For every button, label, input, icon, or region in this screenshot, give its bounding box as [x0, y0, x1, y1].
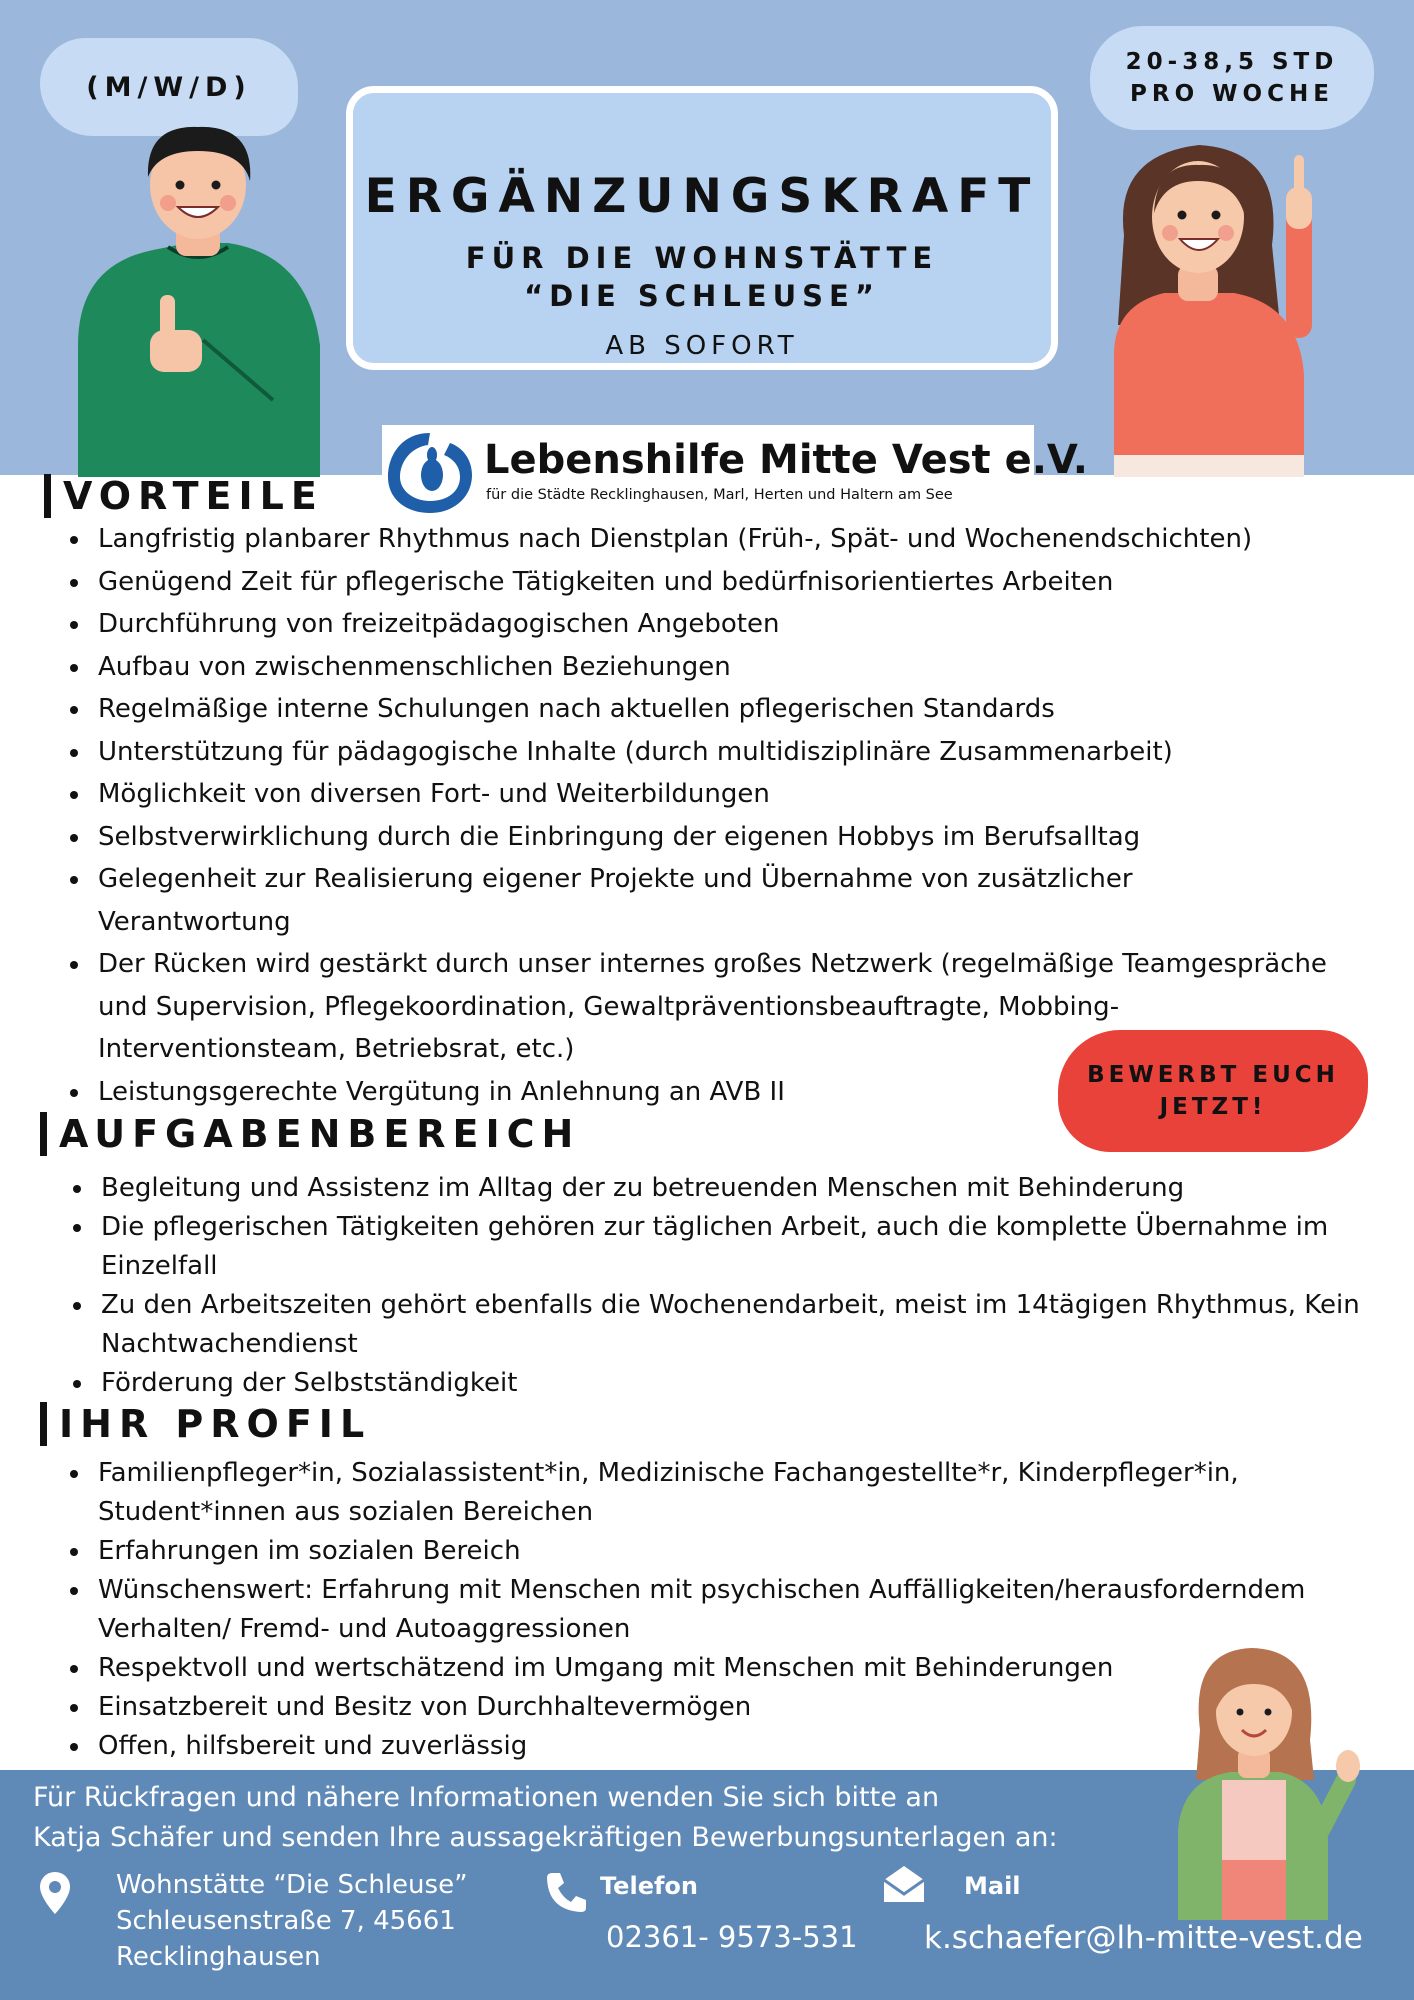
logo-name: Lebenshilfe Mitte Vest e.V.: [484, 437, 1088, 483]
list-item: • Erfahrungen im sozialen Bereich: [92, 1532, 1414, 1571]
job-start: AB SOFORT: [605, 331, 799, 361]
lebenshilfe-logo-icon: [382, 425, 478, 515]
phone-label: Telefon: [600, 1872, 698, 1900]
vorteile-list: [32, 518, 1392, 1113]
heading-bar: [40, 1402, 47, 1446]
address-line1: Wohnstätte “Die Schleuse”: [116, 1870, 468, 1900]
gender-tag: (M/W/D): [86, 71, 252, 103]
woman-waving-illustration: [1160, 1630, 1360, 1920]
list-item: • Förderung der Selbstständigkeit: [95, 1364, 1414, 1403]
list-item: • Gelegenheit zur Realisierung eigener Projekte und Übernahme von zusätzlicher Verantwortung: [92, 858, 1392, 943]
list-item: • Unterstützung für pädagogische Inhalte (durch multidisziplinäre Zusammenarbeit): [92, 731, 1392, 774]
list-item: • Begleitung und Assistenz im Alltag der zu betreuenden Menschen mit Behinderung: [95, 1169, 1414, 1208]
list-item: • Familienpfleger*in, Sozialassistent*in, Medizinische Fachangestellte*r, Kinderpfleger*in, Student*innen aus sozialen Bereichen: [92, 1454, 1414, 1532]
woman-pointing-illustration: [1094, 115, 1346, 477]
hours-line2: PRO WOCHE: [1130, 81, 1334, 107]
aufgaben-heading: [40, 1112, 580, 1156]
list-item: • Selbstverwirklichung durch die Einbringung der eigenen Hobbys im Berufsalltag: [92, 816, 1392, 859]
contact-intro: [33, 1778, 1058, 1858]
job-subtitle-line2: “DIE SCHLEUSE”: [524, 279, 880, 313]
address-line2: Schleusenstraße 7, 45661: [116, 1906, 456, 1936]
contact-intro-line1: Für Rückfragen und nähere Informationen wenden Sie sich bitte an: [33, 1782, 940, 1813]
contact-footer: [0, 1770, 1414, 2000]
vorteile-heading-text: VORTEILE: [63, 474, 324, 518]
organization-logo: [382, 425, 1088, 515]
list-item: • Offen, hilfsbereit und zuverlässig: [92, 1727, 1414, 1766]
list-item: • Leistungsgerechte Vergütung in Anlehnung an AVB II: [92, 1071, 1392, 1114]
heading-bar: [44, 474, 51, 518]
list-item: • Langfristig planbarer Rhythmus nach Dienstplan (Früh-, Spät- und Wochenendschichten): [92, 518, 1392, 561]
list-item: • Die pflegerischen Tätigkeiten gehören zur täglichen Arbeit, auch die komplette Übernahme im Einzelfall: [95, 1208, 1414, 1286]
list-item: • Aufbau von zwischenmenschlichen Beziehungen: [92, 646, 1392, 689]
phone-number[interactable]: 02361- 9573-531: [606, 1920, 858, 1954]
man-thumbs-up-illustration: [58, 115, 330, 477]
job-title: ERGÄNZUNGSKRAFT: [364, 169, 1040, 224]
heading-bar: [40, 1112, 47, 1156]
hours-line1: 20-38,5 STD: [1125, 49, 1339, 75]
list-item: • Einsatzbereit und Besitz von Durchhaltevermögen: [92, 1688, 1414, 1727]
hero-banner: [0, 0, 1414, 475]
mail-icon: [882, 1864, 926, 1904]
list-item: • Der Rücken wird gestärkt durch unser internes großes Netzwerk (regelmäßige Teamgespräche und Supervision, Pflegekoordination, Gewaltpräventionsbeauftragte, Mobbing-Interventionsteam, Betriebsrat, etc.): [92, 943, 1392, 1071]
location-pin-icon: [38, 1870, 72, 1916]
list-item: • Genügend Zeit für pflegerische Tätigkeiten und bedürfnisorientiertes Arbeiten: [92, 561, 1392, 604]
profil-heading-text: IHR PROFIL: [59, 1402, 372, 1446]
aufgaben-list: [35, 1169, 1414, 1403]
vorteile-heading: [44, 474, 324, 518]
cta-line2: JETZT!: [1159, 1094, 1267, 1120]
mail-label: Mail: [964, 1872, 1021, 1900]
list-item: • Respektvoll und wertschätzend im Umgang mit Menschen mit Behinderungen: [92, 1649, 1414, 1688]
list-item: • Durchführung von freizeitpädagogischen Angeboten: [92, 603, 1392, 646]
list-item: • Zu den Arbeitszeiten gehört ebenfalls die Wochenendarbeit, meist im 14tägigen Rhythmus, Kein Nachtwachendienst: [95, 1286, 1414, 1364]
cta-line1: BEWERBT EUCH: [1087, 1062, 1339, 1088]
contact-address: [116, 1867, 468, 1975]
list-item: • Wünschenswert: Erfahrung mit Menschen mit psychischen Auffälligkeiten/herausforderndem Verhalten/ Fremd- und Autoaggressionen: [92, 1571, 1414, 1649]
list-item: • Regelmäßige interne Schulungen nach aktuellen pflegerischen Standards: [92, 688, 1392, 731]
aufgaben-heading-text: AUFGABENBEREICH: [59, 1112, 581, 1156]
phone-icon: [544, 1870, 588, 1914]
job-title-card: [346, 86, 1058, 370]
list-item: • Möglichkeit von diversen Fort- und Weiterbildungen: [92, 773, 1392, 816]
job-subtitle-line1: FÜR DIE WOHNSTÄTTE: [465, 241, 939, 275]
email-link[interactable]: k.schaefer@lh-mitte-vest.de: [924, 1920, 1363, 1956]
apply-now-badge: [1058, 1030, 1368, 1152]
profil-heading: [40, 1402, 371, 1446]
address-line3: Recklinghausen: [116, 1942, 321, 1972]
contact-intro-line2: Katja Schäfer und senden Ihre aussagekräftigen Bewerbungsunterlagen an:: [33, 1822, 1058, 1853]
logo-tagline: für die Städte Recklinghausen, Marl, Herten und Haltern am See: [486, 487, 953, 503]
